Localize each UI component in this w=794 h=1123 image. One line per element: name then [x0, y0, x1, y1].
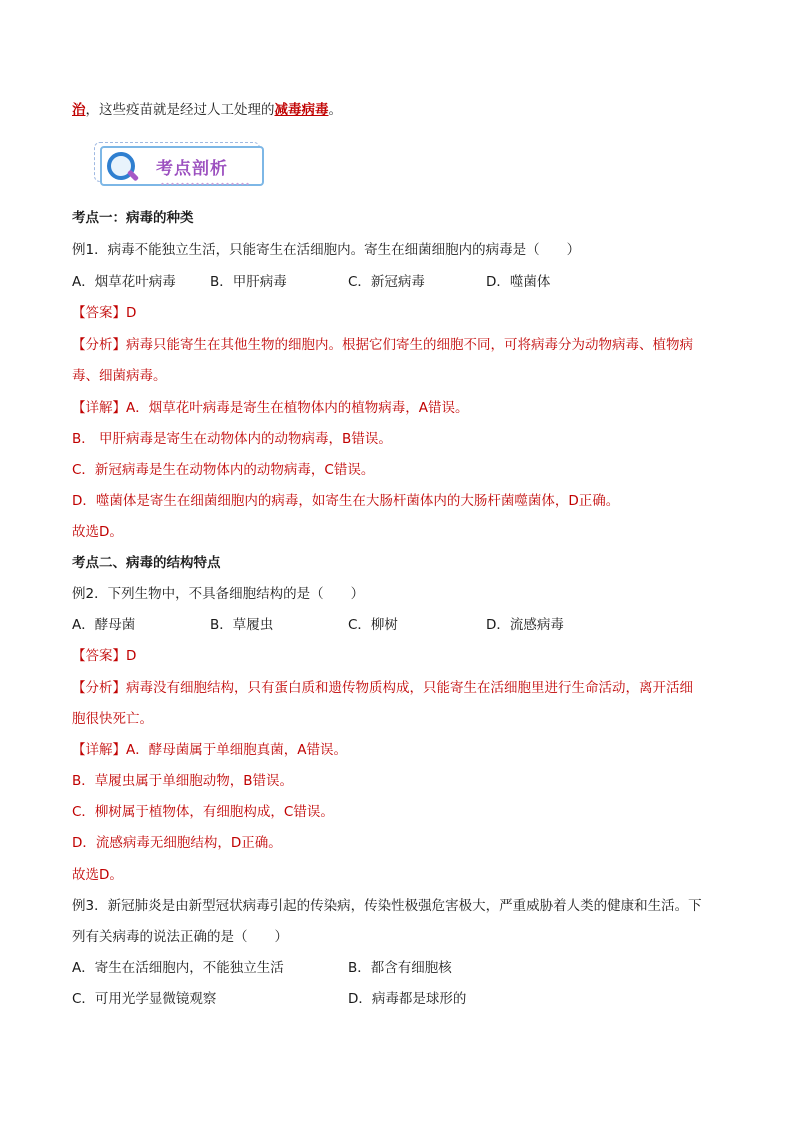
intro-end: 。 — [328, 102, 342, 118]
k2-analysis-1 — [72, 679, 693, 697]
k2-answer-value: D — [126, 648, 137, 664]
k2-heading: 考点二、病毒的结构特点 — [72, 555, 221, 571]
q3-option-c: C．可用光学显微镜观察 — [72, 991, 217, 1007]
intro-line — [72, 101, 342, 119]
k2-question: 例2．下列生物中，不具备细胞结构的是（ ） — [72, 586, 365, 602]
q3-option-d: D．病毒都是球形的 — [348, 991, 467, 1007]
banner-dots — [160, 182, 250, 186]
k1-detail-d: D．噬菌体是寄生在细菌细胞内的病毒，如寄生在大肠杆菌体内的大肠杆菌噬菌体，D正确。 — [72, 493, 620, 509]
k2-detail-a-text: A．酵母菌属于单细胞真菌，A错误。 — [126, 742, 347, 758]
k2-detail-a — [72, 741, 347, 759]
k1-option-b: B．甲肝病毒 — [210, 274, 287, 290]
k2-option-b: B．草履虫 — [210, 617, 274, 633]
k1-detail-c: C．新冠病毒是生在动物体内的动物病毒，C错误。 — [72, 462, 375, 478]
k1-answer — [72, 304, 136, 322]
k2-analysis-tag: 【分析】 — [72, 680, 126, 696]
k1-analysis-1 — [72, 336, 693, 354]
k2-detail-tag: 【详解】 — [72, 742, 126, 758]
k1-detail-tag: 【详解】 — [72, 400, 126, 416]
q3-line-2: 列有关病毒的说法正确的是（ ） — [72, 929, 288, 945]
intro-mid: ，这些疫苗就是经过人工处理的 — [85, 102, 275, 118]
k1-analysis-2: 毒、细菌病毒。 — [72, 368, 167, 384]
q3-line-1: 例3．新冠肺炎是由新型冠状病毒引起的传染病，传染性极强危害极大，严重威胁着人类的健康和生活。下 — [72, 898, 702, 914]
k2-detail-b: B．草履虫属于单细胞动物，B错误。 — [72, 773, 294, 789]
k1-analysis-tag: 【分析】 — [72, 337, 126, 353]
k2-analysis-text-1: 病毒没有细胞结构，只有蛋白质和遗传物质构成，只能寄生在活细胞里进行生命活动，离开活细 — [126, 680, 693, 696]
k1-option-d: D．噬菌体 — [486, 274, 551, 290]
k1-question: 例1．病毒不能独立生活，只能寄生在活细胞内。寄生在细菌细胞内的病毒是（ ） — [72, 242, 581, 258]
k1-answer-value: D — [126, 305, 137, 321]
section-banner — [90, 140, 266, 190]
k1-heading: 考点一：病毒的种类 — [72, 210, 194, 226]
k1-detail-b: B． 甲肝病毒是寄生在动物体内的动物病毒，B错误。 — [72, 431, 392, 447]
intro-pre: 治 — [72, 102, 86, 118]
k1-detail-a-text: A．烟草花叶病毒是寄生在植物体内的植物病毒，A错误。 — [126, 400, 469, 416]
k2-answer — [72, 647, 136, 665]
k1-detail-a — [72, 399, 468, 417]
k2-choose: 故选D。 — [72, 867, 123, 883]
k2-analysis-2: 胞很快死亡。 — [72, 711, 153, 727]
k1-option-c: C．新冠病毒 — [348, 274, 425, 290]
k2-answer-tag: 【答案】 — [72, 648, 126, 664]
k1-option-a: A．烟草花叶病毒 — [72, 274, 176, 290]
k2-detail-d: D．流感病毒无细胞结构，D正确。 — [72, 835, 282, 851]
k2-detail-c: C．柳树属于植物体，有细胞构成，C错误。 — [72, 804, 334, 820]
k1-choose: 故选D。 — [72, 524, 123, 540]
k2-option-c: C．柳树 — [348, 617, 398, 633]
intro-highlight: 减毒病毒 — [274, 102, 329, 118]
k1-analysis-text-1: 病毒只能寄生在其他生物的细胞内。根据它们寄生的细胞不同，可将病毒分为动物病毒、植物病 — [126, 337, 693, 353]
q3-option-b: B．都含有细胞核 — [348, 960, 452, 976]
k2-option-d: D．流感病毒 — [486, 617, 564, 633]
k2-option-a: A．酵母菌 — [72, 617, 136, 633]
banner-title: 考点剖析 — [156, 159, 228, 179]
k1-answer-tag: 【答案】 — [72, 305, 126, 321]
q3-option-a: A．寄生在活细胞内，不能独立生活 — [72, 960, 284, 976]
